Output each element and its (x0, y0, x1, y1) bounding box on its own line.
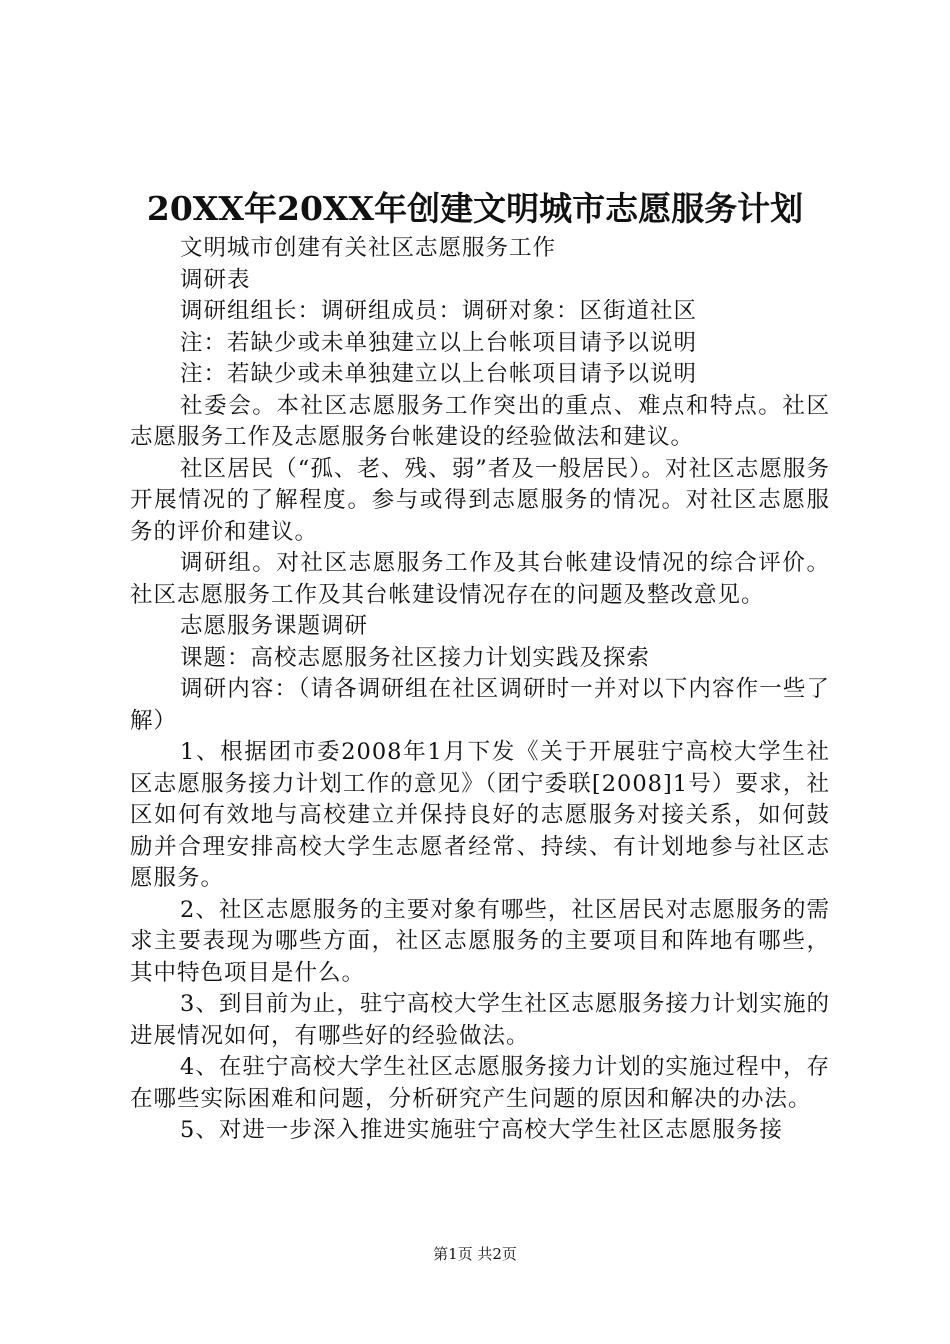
paragraph: 调研内容：（请各调研组在社区调研时一并对以下内容作一些了解） (130, 676, 830, 734)
paragraph: 文明城市创建有关社区志愿服务工作 (180, 235, 557, 261)
paragraph: 4、在驻宁高校大学生社区志愿服务接力计划的实施过程中，存在哪些实际困难和问题，分析研究产生问题的原因和解决的办法。 (130, 1054, 830, 1112)
paragraph: 2、社区志愿服务的主要对象有哪些，社区居民对志愿服务的需求主要表现为哪些方面，社区志愿服务的主要项目和阵地有哪些，其中特色项目是什么。 (130, 896, 830, 986)
paragraph: 社区居民（“孤、老、残、弱”者及一般居民）。对社区志愿服务开展情况的了解程度。参与或得到志愿服务的情况。对社区志愿服务的评价和建议。 (130, 455, 830, 545)
document-body (130, 233, 830, 1147)
paragraph: 调研表 (180, 266, 251, 293)
page-footer (0, 1243, 950, 1265)
paragraph: 调研组组长：调研组成员：调研对象：区街道社区 (180, 298, 698, 324)
paragraph: 调研组。对社区志愿服务工作及其台帐建设情况的综合评价。社区志愿服务工作及其台帐建设情况存在的问题及整改意见。 (130, 550, 830, 608)
page-total: 共2页 (477, 1245, 517, 1263)
document-title: 20XX年20XX年创建文明城市志愿服务计划 (146, 189, 804, 228)
paragraph: 课题：高校志愿服务社区接力计划实践及探索 (180, 644, 651, 671)
paragraph: 注：若缺少或未单独建立以上台帐项目请予以说明 (180, 361, 698, 387)
paragraph: 志愿服务课题调研 (180, 613, 369, 639)
paragraph: 3、到目前为止，驻宁高校大学生社区志愿服务接力计划实施的进展情况如何，有哪些好的经验做法。 (130, 991, 830, 1049)
paragraph: 社委会。本社区志愿服务工作突出的重点、难点和特点。社区志愿服务工作及志愿服务台帐建设的经验做法和建议。 (130, 392, 830, 450)
page-number: 第1页 (433, 1245, 473, 1263)
paragraph: 1、根据团市委2008年1月下发《关于开展驻宁高校大学生社区志愿服务接力计划工作的意见》（团宁委联[2008]1号）要求，社区如何有效地与高校建立并保持良好的志愿服务对接关系，如何鼓励并合理安排高校大学生志愿者经常、持续、有计划地参与社区志愿服务。 (130, 739, 830, 891)
paragraph: 注：若缺少或未单独建立以上台帐项目请予以说明 (180, 329, 698, 356)
paragraph: 5、对进一步深入推进实施驻宁高校大学生社区志愿服务接 (180, 1117, 783, 1143)
